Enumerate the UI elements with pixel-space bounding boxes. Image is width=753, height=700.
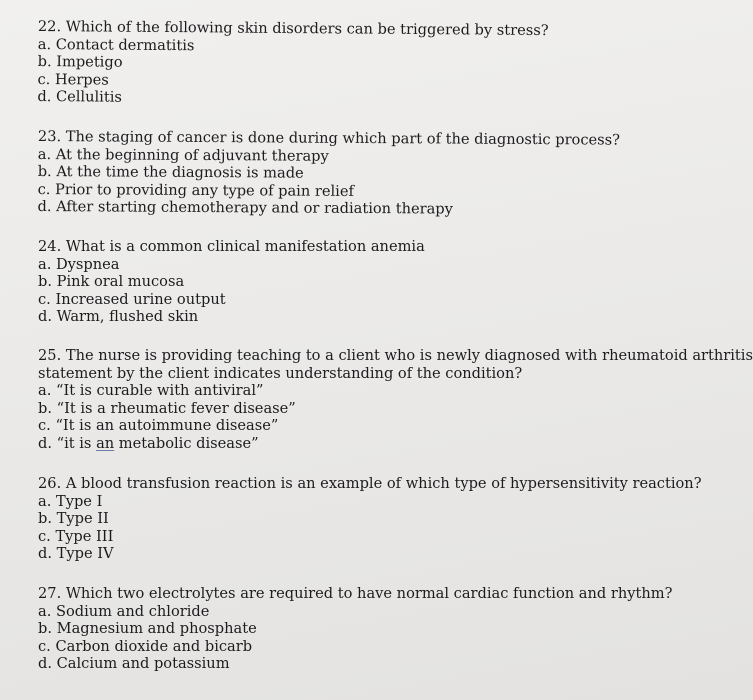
- question-text: 25. The nurse is providing teaching to a client who is newly diagnosed with rheumatoid arthritis: [38, 347, 753, 364]
- question-text: 23. The staging of cancer is done during which part of the diagnostic process?: [37, 128, 621, 149]
- option-d: [38, 435, 658, 453]
- question-26: [38, 475, 702, 563]
- option-a: a. Sodium and chloride: [38, 602, 210, 620]
- option-d: d. Calcium and potassium: [38, 655, 230, 672]
- option-d-underlined-word: an: [96, 434, 115, 452]
- option-c: c. Type III: [38, 527, 114, 545]
- option-b: b. Type II: [38, 510, 109, 527]
- question-22: [37, 18, 658, 110]
- option-d: d. Cellulitis: [37, 87, 122, 106]
- option-a: a. “It is curable with antiviral”: [38, 382, 264, 399]
- option-c: c. Prior to providing any type of pain relief: [37, 180, 354, 200]
- option-c: c. Increased urine output: [38, 290, 226, 308]
- option-a: a. Type I: [38, 492, 103, 510]
- question-24: [38, 238, 658, 326]
- question-text: 22. Which of the following skin disorders can be triggered by stress?: [37, 18, 549, 40]
- option-b: b. Pink oral mucosa: [38, 273, 185, 290]
- question-text-line-2: statement by the client indicates understanding of the condition?: [38, 364, 523, 382]
- option-a: a. At the beginning of adjuvant therapy: [37, 145, 329, 165]
- option-d: d. Type IV: [38, 545, 114, 562]
- option-b: b. “It is a rheumatic fever disease”: [38, 399, 296, 417]
- option-d-suffix: metabolic disease”: [114, 434, 259, 452]
- question-27: [38, 585, 673, 673]
- option-b: b. At the time the diagnosis is made: [37, 162, 304, 182]
- option-d-prefix: d. “it is: [38, 434, 97, 452]
- option-a: a. Contact dermatitis: [37, 35, 195, 54]
- question-text: 27. Which two electrolytes are required to have normal cardiac function and rhythm?: [38, 585, 673, 602]
- option-c: c. Herpes: [37, 70, 109, 89]
- option-b: b. Impetigo: [37, 52, 123, 71]
- question-23: [37, 128, 658, 219]
- question-text: 24. What is a common clinical manifestation anemia: [38, 238, 425, 255]
- option-a: a. Dyspnea: [38, 255, 120, 273]
- option-d: d. After starting chemotherapy and or radiation therapy: [37, 197, 453, 218]
- question-25: [38, 347, 753, 452]
- option-b: b. Magnesium and phosphate: [38, 620, 257, 637]
- option-c: c. “It is an autoimmune disease”: [38, 417, 279, 434]
- option-c: c. Carbon dioxide and bicarb: [38, 637, 253, 655]
- question-text: 26. A blood transfusion reaction is an example of which type of hypersensitivity reaction?: [38, 475, 702, 492]
- option-d: d. Warm, flushed skin: [38, 308, 199, 325]
